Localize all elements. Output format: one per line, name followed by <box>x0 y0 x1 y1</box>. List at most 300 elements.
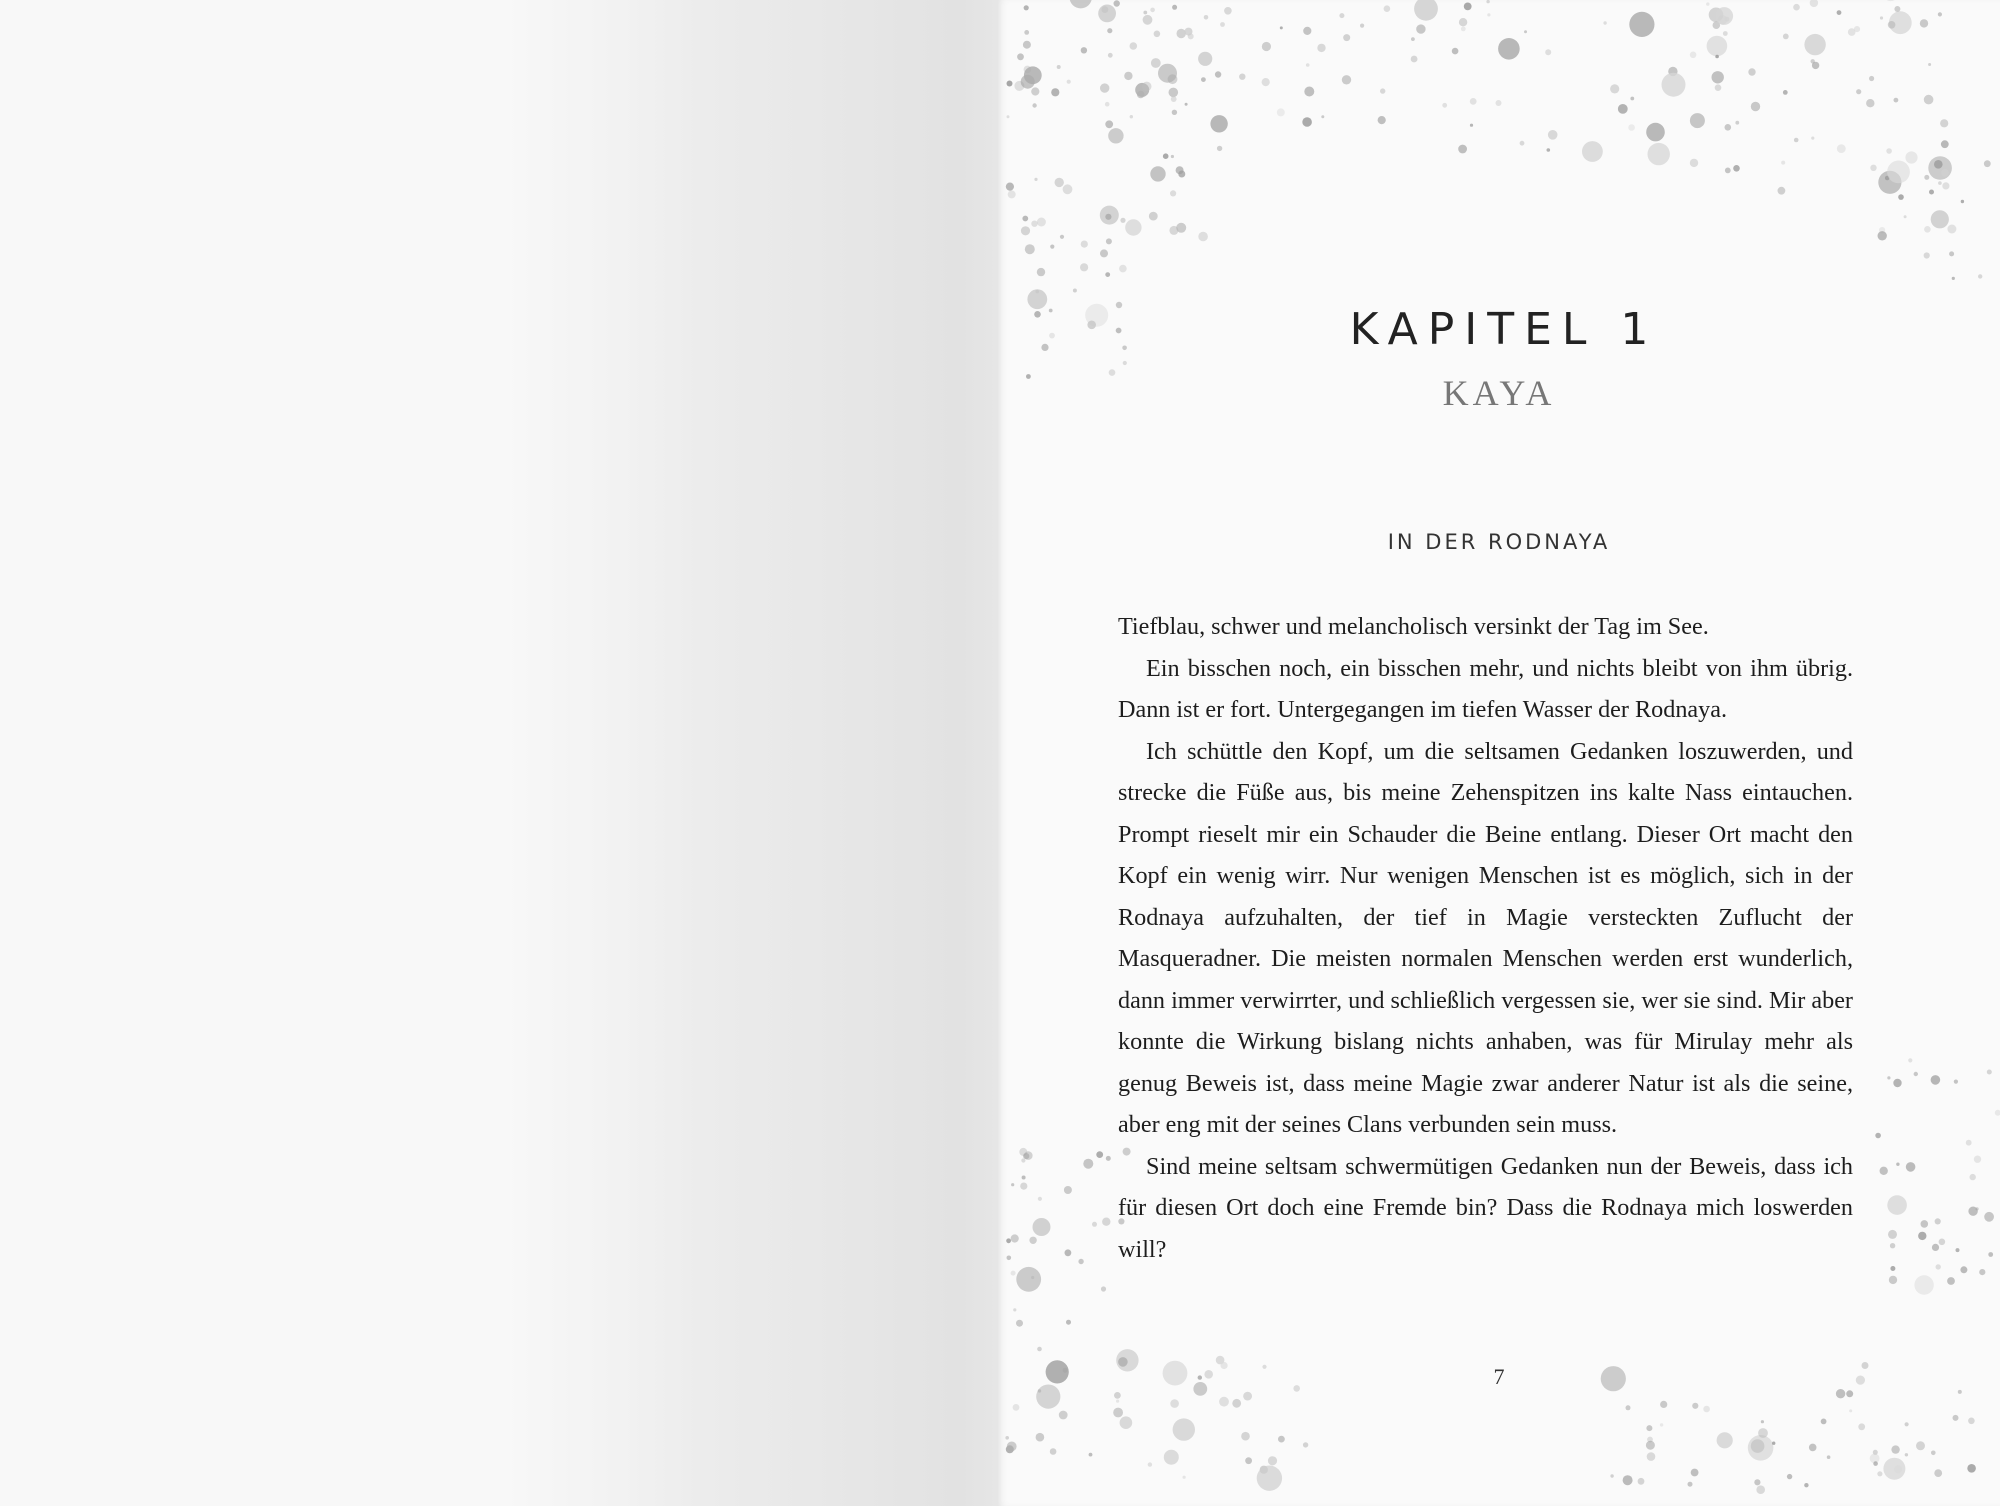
speckle-dot <box>1036 1433 1045 1442</box>
speckle-dot <box>1380 88 1385 93</box>
speckle-dot <box>1582 141 1603 162</box>
speckle-dot <box>1339 13 1344 18</box>
speckle-dot <box>1013 1308 1016 1311</box>
speckle-dot <box>1890 1243 1895 1248</box>
speckle-dot <box>1183 1476 1186 1479</box>
speckle-dot <box>1725 124 1732 131</box>
speckle-dot <box>1628 124 1635 131</box>
speckle-dot <box>1967 1464 1976 1473</box>
speckle-dot <box>1610 84 1619 93</box>
speckle-dot <box>1875 1133 1881 1139</box>
speckle-dot <box>1007 1442 1017 1452</box>
speckle-dot <box>1660 1423 1663 1426</box>
speckle-dot <box>1846 1390 1853 1397</box>
speckle-dot <box>1938 181 1942 185</box>
paragraph-1: Tiefblau, schwer und melancholisch versinkt der Tag im See. <box>1118 613 1709 640</box>
speckle-dot <box>1603 21 1606 24</box>
speckle-dot <box>1029 1237 1036 1244</box>
speckle-dot <box>1034 178 1037 181</box>
speckle-dot <box>1804 34 1825 55</box>
speckle-dot <box>1610 1474 1613 1477</box>
speckle-dot <box>1100 206 1119 225</box>
speckle-dot <box>1748 68 1755 75</box>
speckle-dot <box>1060 235 1064 239</box>
speckle-dot <box>1081 47 1087 53</box>
speckle-dot <box>1646 1441 1655 1450</box>
speckle-dot <box>1020 1183 1027 1190</box>
speckle-dot <box>1169 226 1178 235</box>
speckle-dot <box>1224 7 1232 15</box>
speckle-dot <box>1083 1159 1093 1169</box>
speckle-dot <box>1130 115 1133 118</box>
speckle-dot <box>1894 6 1900 12</box>
speckle-dot <box>1646 1425 1652 1431</box>
speckle-dot <box>1524 30 1527 33</box>
speckle-dot <box>1114 1392 1121 1399</box>
speckle-dot <box>1880 1167 1888 1175</box>
speckle-dot <box>1914 1072 1918 1076</box>
speckle-dot <box>1277 108 1285 116</box>
speckle-dot <box>1105 102 1110 107</box>
speckle-dot <box>1006 1238 1011 1243</box>
speckle-dot <box>1545 49 1551 55</box>
speckle-dot <box>1059 1411 1068 1420</box>
speckle-dot <box>1416 24 1425 33</box>
body-text <box>1118 606 1853 1270</box>
speckle-dot <box>1215 71 1221 77</box>
speckle-dot <box>1384 5 1391 12</box>
speckle-dot <box>1078 1259 1083 1264</box>
speckle-dot <box>1461 27 1466 32</box>
speckle-dot <box>1931 210 1949 228</box>
speckle-dot <box>1050 245 1054 249</box>
speckle-dot <box>1887 1076 1890 1079</box>
speckle-dot <box>1007 115 1010 118</box>
speckle-dot <box>1172 5 1177 10</box>
speckle-dot <box>1660 1401 1667 1408</box>
speckle-dot <box>1888 1230 1897 1239</box>
chapter-title: KAYA <box>1442 373 1556 413</box>
speckle-dot <box>1148 1462 1152 1466</box>
speckle-dot <box>1725 168 1731 174</box>
speckle-dot <box>1464 3 1472 11</box>
speckle-dot <box>1974 1156 1981 1163</box>
left-page-blank <box>0 0 998 1506</box>
speckle-dot <box>1021 1158 1025 1162</box>
speckle-dot <box>1123 361 1127 365</box>
speckle-dot <box>1498 38 1520 60</box>
speckle-dot <box>1520 141 1525 146</box>
speckle-dot <box>1163 153 1169 159</box>
speckle-dot <box>1063 184 1073 194</box>
speckle-dot <box>1894 1465 1902 1473</box>
speckle-dot <box>1954 1080 1958 1084</box>
speckle-dot <box>1007 81 1013 87</box>
speckle-dot <box>1804 1483 1808 1487</box>
speckle-dot <box>1908 1058 1912 1062</box>
speckle-dot <box>1931 1075 1941 1085</box>
speckle-dot <box>1142 82 1152 92</box>
speckle-dot <box>1124 72 1132 80</box>
speckle-dot <box>1120 1416 1133 1429</box>
speckle-dot <box>1924 95 1934 105</box>
speckle-dot <box>1906 1162 1916 1172</box>
speckle-dot <box>1024 66 1042 84</box>
speckle-dot <box>1232 1399 1241 1408</box>
speckle-dot <box>1414 0 1438 21</box>
speckle-dot <box>1303 1442 1308 1447</box>
speckle-dot <box>1008 190 1016 198</box>
speckle-dot <box>1883 0 1898 1</box>
speckle-dot <box>1411 37 1415 41</box>
speckle-dot <box>1947 1277 1955 1285</box>
speckle-dot <box>1016 1267 1041 1292</box>
speckle-dot <box>1787 1474 1792 1479</box>
speckle-dot <box>1890 1266 1895 1271</box>
speckle-dot <box>1880 16 1883 19</box>
speckle-dot <box>1939 1239 1946 1246</box>
speckle-dot <box>1924 226 1931 233</box>
speckle-dot <box>1647 1452 1656 1461</box>
speckle-dot <box>1662 73 1686 97</box>
speckle-dot <box>1953 1415 1959 1421</box>
paragraph-3: Ich schüttle den Kopf, um die seltsamen Gedanken loszuwerden, und strecke die Füße aus, bis meine Zehenspitzen ins kalte Nass eintauchen. Prompt rieselt mir ein Schauder die Beine entlang. Dieser Ort macht den Kopf ein wenig wirr. Nur wenigen Menschen ist es möglich, sich in der Rodnaya aufzuhalten, der tief in Magie versteckten Zuflucht der Masqueradner. Die meisten normalen Menschen werden erst wunderlich, dann immer verwirrter, und schließlich vergessen sie, wer sie sind. Mir aber konnte die Wirkung bislang nichts anhaben, was für Mirulay mehr als genug Beweis ist, dass meine Magie zwar anderer Natur ist als die seine, aber eng mit der seines Clans verbunden sein muss. <box>1118 737 1853 1138</box>
speckle-dot <box>1940 119 1948 127</box>
speckle-dot <box>1210 115 1227 132</box>
speckle-dot <box>1630 97 1634 101</box>
speckle-dot <box>1756 1485 1765 1494</box>
speckle-dot <box>1812 62 1819 69</box>
speckle-dot <box>1924 252 1930 258</box>
speckle-dot <box>1220 22 1225 27</box>
speckle-dot <box>1006 183 1014 191</box>
speckle-dot <box>1690 159 1698 167</box>
speckle-dot <box>1257 1466 1282 1491</box>
speckle-dot <box>1961 200 1964 203</box>
speckle-dot <box>1262 42 1271 51</box>
speckle-dot <box>1929 190 1934 195</box>
speckle-dot <box>1688 1482 1693 1487</box>
speckle-dot <box>1811 137 1814 140</box>
speckle-dot <box>1031 87 1039 95</box>
speckle-dot <box>1055 178 1064 187</box>
speckle-dot <box>1947 225 1956 234</box>
speckle-dot <box>1761 1420 1764 1423</box>
speckle-dot <box>1176 166 1184 174</box>
speckle-dot <box>1623 1475 1633 1485</box>
speckle-dot <box>1854 26 1860 32</box>
speckle-dot <box>1470 124 1473 127</box>
speckle-dot <box>1783 34 1789 40</box>
speckle-dot <box>1887 1195 1907 1215</box>
speckle-dot <box>1125 219 1141 235</box>
speckle-dot <box>1007 1256 1012 1261</box>
speckle-dot <box>1005 1436 1009 1440</box>
speckle-dot <box>1089 1453 1093 1457</box>
speckle-dot <box>1173 1418 1195 1440</box>
speckle-dot <box>1772 1442 1775 1445</box>
speckle-dot <box>1751 102 1760 111</box>
speckle-dot <box>1458 145 1467 154</box>
speckle-dot <box>1888 21 1896 29</box>
speckle-dot <box>1837 10 1842 15</box>
speckle-dot <box>1547 148 1551 152</box>
speckle-dot <box>1869 76 1874 81</box>
speckle-dot <box>1968 1207 1977 1216</box>
speckle-dot <box>1941 169 1949 177</box>
speckle-dot <box>1262 78 1270 86</box>
speckle-dot <box>1360 24 1364 28</box>
speckle-dot <box>1241 1432 1250 1441</box>
speckle-dot <box>1979 1269 1985 1275</box>
speckle-dot <box>1105 120 1113 128</box>
speckle-dot <box>1066 1320 1071 1325</box>
speckle-dot <box>1108 128 1123 143</box>
speckle-dot <box>1548 130 1558 140</box>
speckle-dot <box>1143 15 1153 25</box>
speckle-dot <box>1794 138 1799 143</box>
speckle-dot <box>1204 15 1209 20</box>
speckle-dot <box>1170 1399 1179 1408</box>
speckle-dot <box>1102 6 1109 13</box>
speckle-dot <box>1894 98 1899 103</box>
speckle-dot <box>1810 0 1818 7</box>
speckle-dot <box>1037 218 1046 227</box>
paragraph-4: Sind meine seltsam schwermütigen Gedanken nun der Beweis, dass ich für diesen Ort doch eine Fremde bin? Dass die Rodnaya mich loswerden will? <box>1118 1152 1853 1263</box>
speckle-dot <box>1905 151 1917 163</box>
speckle-dot <box>1916 1441 1925 1450</box>
speckle-dot <box>1201 77 1206 82</box>
speckle-dot <box>1143 11 1147 15</box>
speckle-dot <box>1065 1249 1072 1256</box>
paragraph-2: Ein bisschen noch, ein bisschen mehr, und nichts bleibt von ihm übrig. Dann ist er fort. Untergegangen im tiefen Wasser der Rodnaya. <box>1118 654 1853 723</box>
speckle-dot <box>1703 1406 1710 1413</box>
speckle-dot <box>1949 251 1954 256</box>
speckle-dot <box>1169 88 1179 98</box>
speckle-dot <box>1302 117 1312 127</box>
speckle-dot <box>1113 1408 1123 1418</box>
speckle-dot <box>1487 13 1490 16</box>
speckle-dot <box>1321 115 1324 118</box>
speckle-dot <box>1690 113 1705 128</box>
speckle-dot <box>1873 1450 1878 1455</box>
speckle-dot <box>1057 65 1061 69</box>
speckle-dot <box>1920 19 1928 27</box>
speckle-dot <box>1171 155 1174 158</box>
speckle-dot <box>1968 1418 1975 1425</box>
speckle-dot <box>1051 88 1059 96</box>
speckle-dot <box>1470 98 1477 105</box>
speckle-dot <box>1164 1450 1179 1465</box>
speckle-dot <box>1691 1469 1699 1477</box>
speckle-dot <box>1017 53 1024 60</box>
speckle-dot <box>1070 0 1092 8</box>
speckle-dot <box>1025 244 1035 254</box>
speckle-dot <box>1707 36 1728 57</box>
speckle-dot <box>1715 84 1722 91</box>
speckle-dot <box>1629 12 1654 37</box>
chapter-number: KAPITEL 1 <box>1349 304 1659 355</box>
speckle-dot <box>1306 63 1310 67</box>
speckle-dot <box>1966 1140 1972 1146</box>
speckle-dot <box>1960 1266 1967 1273</box>
speckle-dot <box>1154 31 1161 38</box>
speckle-dot <box>1921 1220 1929 1228</box>
speckle-dot <box>1101 1286 1106 1291</box>
speckle-dot <box>1081 241 1088 248</box>
speckle-dot <box>1064 1186 1072 1194</box>
speckle-dot <box>1715 55 1719 59</box>
speckle-dot <box>1278 1436 1285 1443</box>
speckle-dot <box>1343 34 1350 41</box>
speckle-dot <box>1866 99 1874 107</box>
speckle-dot <box>1984 1212 1994 1222</box>
speckle-dot <box>1958 1390 1962 1394</box>
speckle-dot <box>1023 41 1031 49</box>
speckle-dot <box>1217 146 1222 151</box>
speckle-dot <box>1303 27 1311 35</box>
speckle-dot <box>1809 1444 1817 1452</box>
speckle-dot <box>1038 1197 1042 1201</box>
speckle-dot <box>1442 103 1447 108</box>
speckle-dot <box>1936 1264 1941 1269</box>
speckle-dot <box>1116 1400 1119 1403</box>
speckle-dot <box>1024 30 1029 35</box>
speckle-dot <box>1016 1320 1023 1327</box>
speckle-dot <box>1108 53 1113 58</box>
speckle-dot <box>1452 48 1459 55</box>
speckle-dot <box>1378 116 1386 124</box>
speckle-dot <box>1931 1451 1936 1456</box>
speckle-dot <box>1496 100 1502 106</box>
speckle-dot <box>1067 80 1071 84</box>
speckle-dot <box>1304 87 1314 97</box>
speckle-dot <box>1935 1218 1941 1224</box>
speckle-dot <box>1891 1445 1899 1453</box>
speckle-dot <box>1172 110 1177 115</box>
speckle-dot <box>1837 144 1846 153</box>
speckle-dot <box>1011 1234 1019 1242</box>
speckle-dot <box>1120 218 1125 223</box>
speckle-dot <box>1119 265 1127 273</box>
speckle-dot <box>1024 1151 1033 1160</box>
speckle-dot <box>1778 187 1786 195</box>
speckle-dot <box>1170 190 1176 196</box>
speckle-dot <box>1898 194 1904 200</box>
speckle-dot <box>1870 165 1876 171</box>
speckle-dot <box>1033 1218 1051 1236</box>
speckle-dot <box>1031 221 1037 227</box>
speckle-dot <box>1858 1423 1865 1430</box>
speckle-dot <box>1849 1409 1852 1412</box>
speckle-dot <box>1459 18 1467 26</box>
speckle-dot <box>1717 1432 1733 1448</box>
speckle-dot <box>1024 5 1029 10</box>
speckle-dot <box>1177 29 1186 38</box>
speckle-dot <box>1022 1176 1026 1180</box>
speckle-dot <box>1080 263 1088 271</box>
speckle-dot <box>1932 1244 1939 1251</box>
speckle-dot <box>1150 8 1155 13</box>
speckle-dot <box>1092 1222 1097 1227</box>
speckle-dot <box>1934 1469 1942 1477</box>
speckle-dot <box>1914 1275 1933 1294</box>
speckle-dot <box>1037 268 1045 276</box>
speckle-dot <box>1100 83 1109 92</box>
speckle-dot <box>1783 90 1788 95</box>
speckle-dot <box>1646 123 1665 142</box>
speckle-dot <box>1050 1448 1057 1455</box>
speckle-dot <box>1928 63 1931 66</box>
speckle-dot <box>1185 28 1193 36</box>
speckle-dot <box>1037 1347 1042 1352</box>
speckle-dot <box>1889 1276 1897 1284</box>
speckle-dot <box>1168 74 1178 84</box>
speckle-dot <box>1317 44 1325 52</box>
speckle-dot <box>1114 0 1120 6</box>
speckle-dot <box>1886 148 1892 154</box>
speckle-dot <box>1198 52 1212 66</box>
speckle-dot <box>1618 104 1628 114</box>
speckle-dot <box>1904 215 1907 218</box>
speckle-dot <box>1011 1271 1016 1276</box>
speckle-dot <box>1938 12 1942 16</box>
speckle-dot <box>1648 143 1670 165</box>
speckle-dot <box>1918 1232 1926 1240</box>
speckle-dot <box>1171 96 1177 102</box>
speckle-dot <box>1185 103 1188 106</box>
speckle-dot <box>1268 1456 1277 1465</box>
speckle-dot <box>1342 75 1351 84</box>
speckle-dot <box>1941 140 1949 148</box>
right-page <box>998 0 2000 1506</box>
speckle-dot <box>1219 1397 1229 1407</box>
speckle-dot <box>1239 74 1245 80</box>
speckle-dot <box>1198 232 1208 242</box>
section-heading: IN DER RODNAYA <box>1387 530 1611 554</box>
speckle-dot <box>1733 165 1740 172</box>
speckle-dot <box>1106 238 1112 244</box>
speckle-dot <box>1107 28 1112 33</box>
speckle-dot <box>1934 160 1943 169</box>
speckle-dot <box>1011 1183 1014 1186</box>
speckle-dot <box>1751 1439 1765 1453</box>
speckle-dot <box>1486 0 1489 3</box>
speckle-dot <box>1032 103 1036 107</box>
speckle-dot <box>1102 1218 1110 1226</box>
speckle-dot <box>1793 4 1800 11</box>
speckle-dot <box>1836 1389 1845 1398</box>
speckle-dot <box>1151 58 1161 68</box>
speckle-dot <box>1723 31 1728 36</box>
speckle-dot <box>1638 1478 1645 1485</box>
speckle-dot <box>1754 1479 1760 1485</box>
speckle-dot <box>1942 182 1949 189</box>
speckle-dot <box>1692 1403 1698 1409</box>
speckle-dot <box>1878 231 1887 240</box>
speckle-dot <box>1280 26 1283 29</box>
speckle-dot <box>1735 121 1739 125</box>
speckle-dot <box>1988 1252 1993 1257</box>
speckle-dot <box>1149 212 1158 221</box>
speckle-dot <box>1690 52 1697 59</box>
speckle-dot <box>1150 166 1165 181</box>
speckle-dot <box>1243 1392 1252 1401</box>
speckle-dot <box>1887 161 1910 184</box>
page-number: 7 <box>1493 1364 1505 1389</box>
speckle-dot <box>1245 1457 1252 1464</box>
speckle-dot <box>1106 1156 1111 1161</box>
